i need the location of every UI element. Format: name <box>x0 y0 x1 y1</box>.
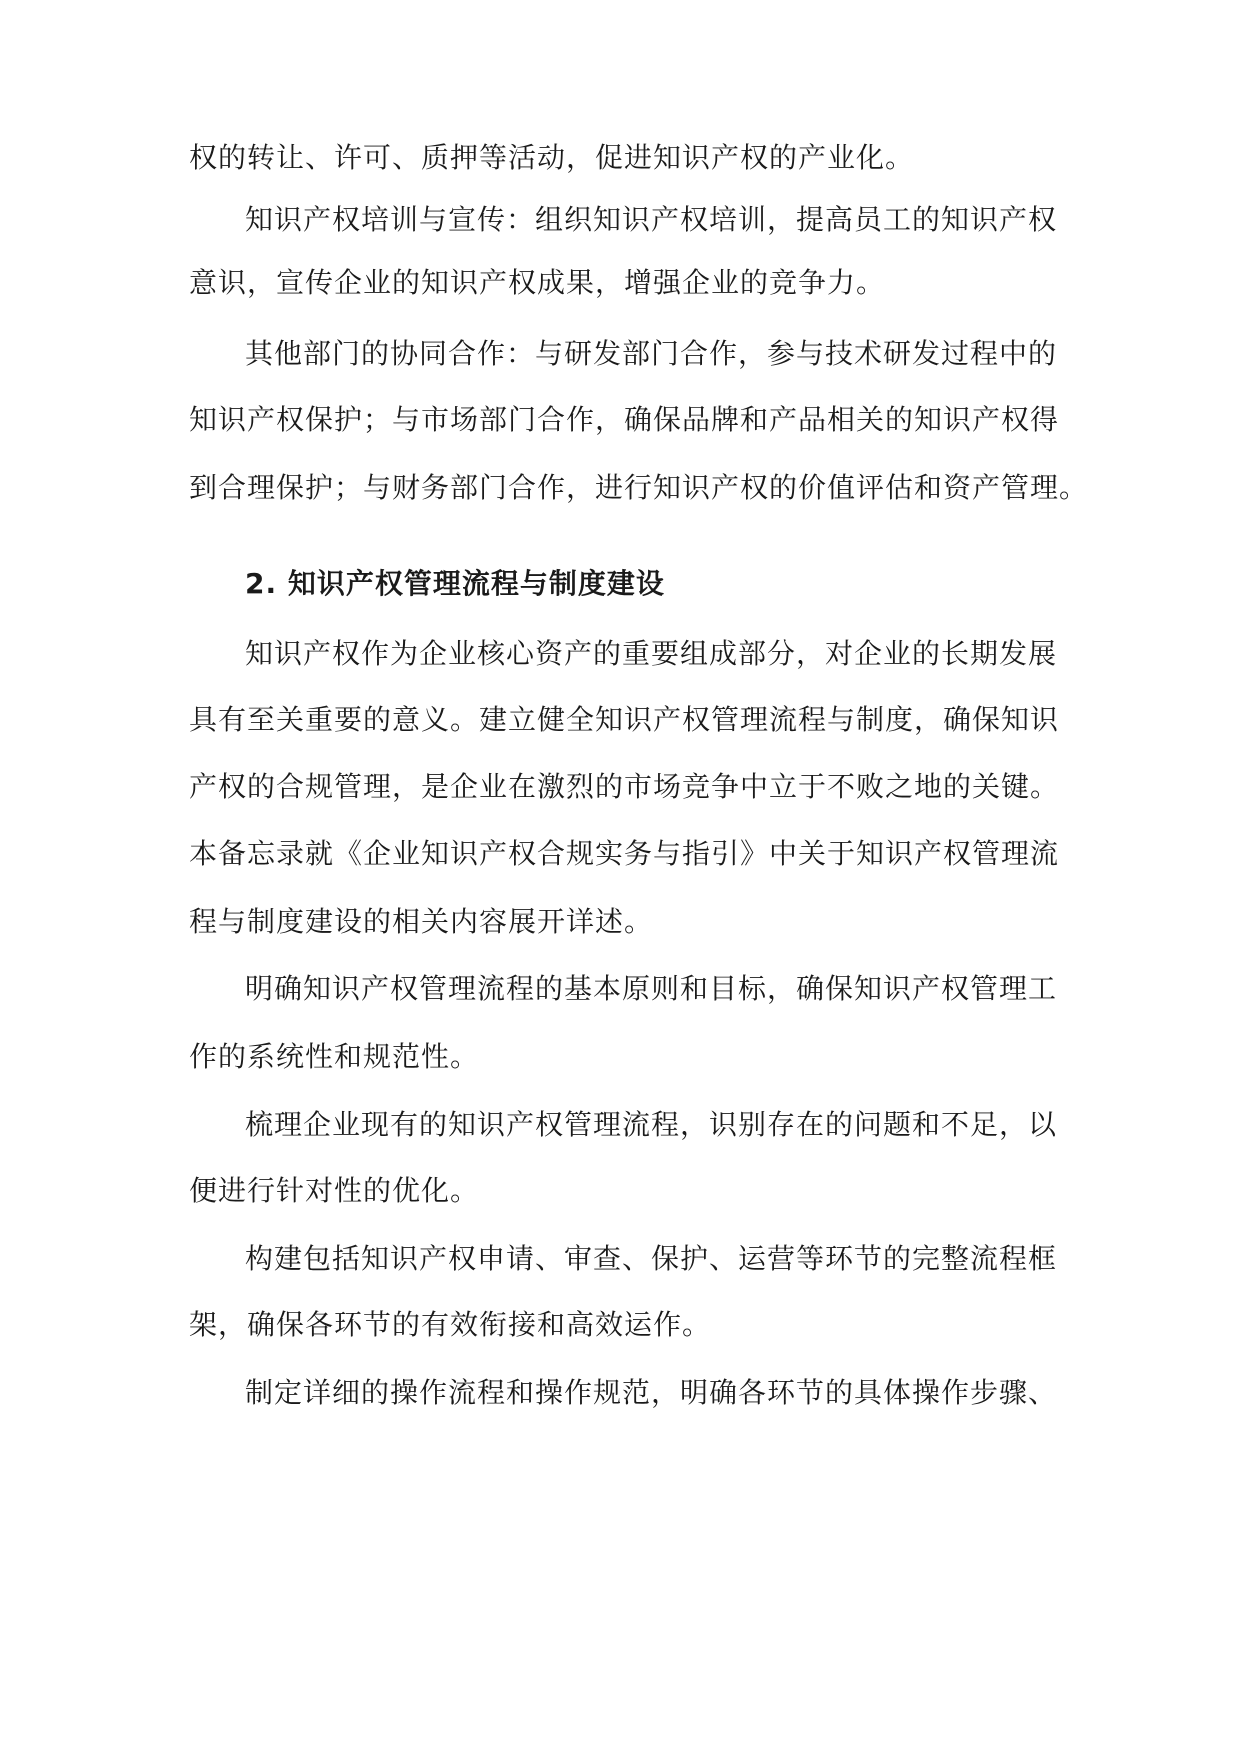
text-line: 本备忘录就《企业知识产权合规实务与指引》中关于知识产权管理流 <box>189 837 1060 870</box>
text-line: 权的转让、许可、质押等活动，促进知识产权的产业化。 <box>189 141 915 174</box>
text-line: 产权的合规管理，是企业在激烈的市场竞争中立于不败之地的关键。 <box>189 770 1060 803</box>
text-line: 意识，宣传企业的知识产权成果，增强企业的竞争力。 <box>189 266 886 299</box>
text-line: 具有至关重要的意义。建立健全知识产权管理流程与制度，确保知识 <box>189 703 1060 736</box>
text-line: 其他部门的协同合作：与研发部门合作，参与技术研发过程中的 <box>245 337 1058 370</box>
section-heading: 2. 知识产权管理流程与制度建设 <box>245 567 665 600</box>
text-line: 制定详细的操作流程和操作规范，明确各环节的具体操作步骤、 <box>245 1376 1058 1409</box>
text-line: 梳理企业现有的知识产权管理流程，识别存在的问题和不足，以 <box>245 1108 1058 1141</box>
text-line: 明确知识产权管理流程的基本原则和目标，确保知识产权管理工 <box>245 972 1058 1005</box>
text-line: 知识产权培训与宣传：组织知识产权培训，提高员工的知识产权 <box>245 203 1058 236</box>
text-line: 知识产权作为企业核心资产的重要组成部分，对企业的长期发展 <box>245 637 1058 670</box>
text-line: 架，确保各环节的有效衔接和高效运作。 <box>189 1308 712 1341</box>
text-line: 构建包括知识产权申请、审查、保护、运营等环节的完整流程框 <box>245 1242 1058 1275</box>
text-line: 知识产权保护；与市场部门合作，确保品牌和产品相关的知识产权得 <box>189 403 1060 436</box>
text-line: 到合理保护；与财务部门合作，进行知识产权的价值评估和资产管理。 <box>189 471 1089 504</box>
text-line: 便进行针对性的优化。 <box>189 1174 480 1207</box>
text-line: 程与制度建设的相关内容展开详述。 <box>189 905 654 938</box>
text-line: 作的系统性和规范性。 <box>189 1040 480 1073</box>
